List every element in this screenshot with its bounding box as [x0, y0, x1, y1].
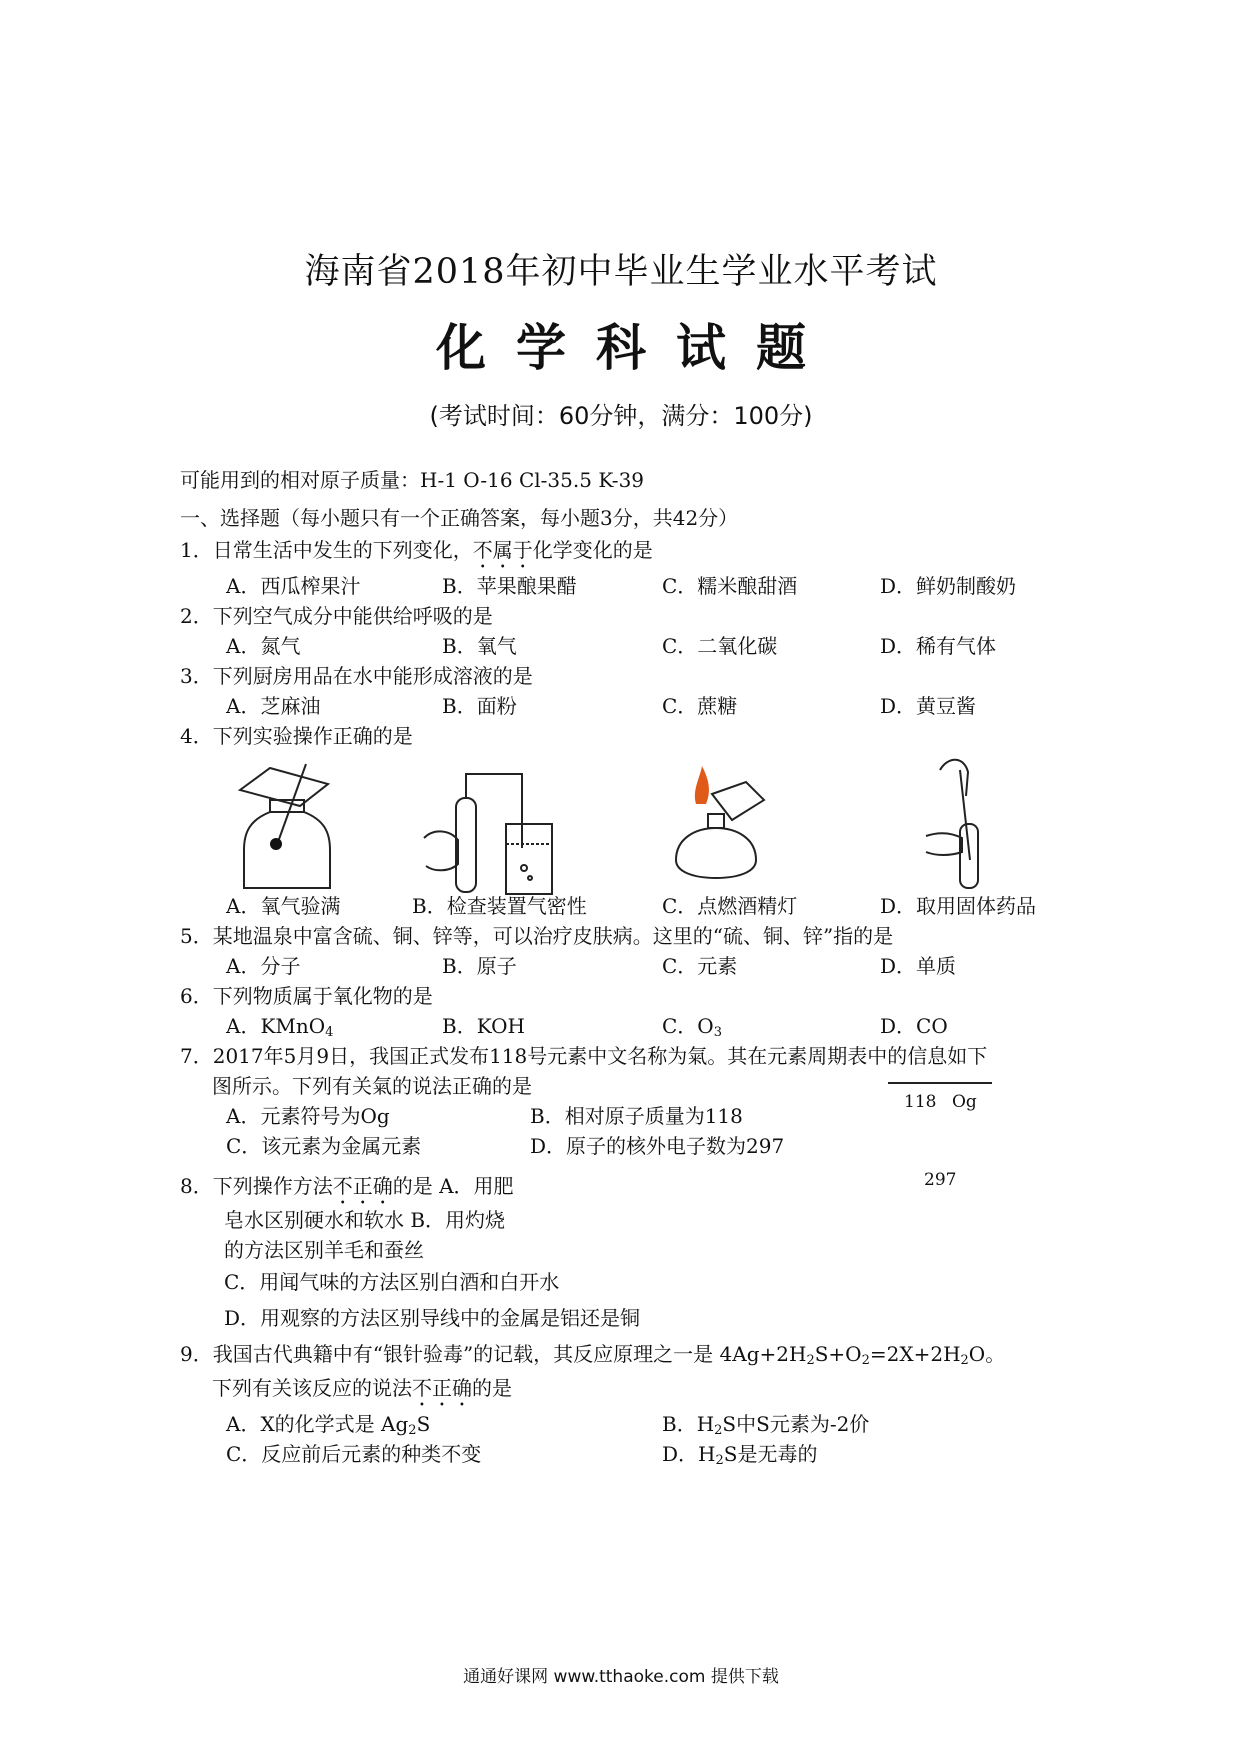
alcohol-lamp-illustration [656, 760, 776, 890]
exam-title: 海南省2018年初中毕业生学业水平考试 [304, 252, 938, 292]
question-8-line3: 的方法区别羊毛和蚕丝 [224, 1238, 424, 1262]
q9-option-d-sub: 2 [715, 1453, 724, 1468]
question-1 [180, 534, 653, 573]
q9-sub2: 2 [861, 1353, 870, 1368]
question-2: 2．下列空气成分中能供给呼吸的是 [180, 604, 493, 628]
q1-option-c: C．糯米酿甜酒 [662, 574, 798, 598]
q8-option-d: D．用观察的方法区别导线中的金属是铝还是铜 [224, 1306, 641, 1330]
q4-option-d: D．取用固体药品 [880, 894, 1037, 918]
q3-option-a: A．芝麻油 [226, 694, 321, 718]
q9-option-b-post: S中S元素为-2价 [722, 1412, 870, 1436]
q5-option-b: B．原子 [442, 954, 517, 978]
question-7-line1: 7．2017年5月9日，我国正式发布118号元素中文名称为氣。其在元素周期表中的信息如下 [180, 1044, 988, 1068]
q9-option-b-sub: 2 [714, 1423, 723, 1438]
q1-option-d: D．鲜奶制酸奶 [880, 574, 1017, 598]
q9-option-d-pre: D．H [662, 1442, 716, 1466]
question-4: 4．下列实验操作正确的是 [180, 724, 413, 748]
q9-option-b [662, 1408, 869, 1438]
element-symbol: Og [952, 1092, 977, 1112]
exam-info: (考试时间：60分钟，满分：100分) [429, 402, 813, 430]
q9-line1-end: O。 [968, 1342, 1006, 1366]
q9-option-a-pre: A．X的化学式是 Ag [226, 1412, 409, 1436]
q9-sub3: 2 [960, 1353, 969, 1368]
question-7-line2: 图所示。下列有关氣的说法正确的是 [212, 1074, 532, 1098]
solid-sampling-illustration [920, 752, 1020, 892]
q6-option-d: D．CO [880, 1014, 948, 1038]
q2-option-d: D．稀有气体 [880, 634, 997, 658]
q9-line1-mid: S+O [814, 1342, 862, 1366]
oxygen-test-illustration [230, 760, 340, 895]
q2-option-c: C．二氧化碳 [662, 634, 778, 658]
q6-option-a-text: A．KMnO [226, 1014, 326, 1038]
question-8-line2: 皂水区别硬水和软水 B．用灼烧 [224, 1208, 506, 1232]
question-3: 3．下列厨房用品在水中能形成溶液的是 [180, 664, 533, 688]
q9-line1-mid2: =2X+2H [869, 1342, 961, 1366]
q6-option-b: B．KOH [442, 1014, 525, 1038]
q5-option-d: D．单质 [880, 954, 957, 978]
q3-option-d: D．黄豆酱 [880, 694, 977, 718]
footer-download-note[interactable]: 通通好课网 www.tthaoke.com 提供下载 [463, 1667, 779, 1687]
q8-emphasis: 不正确 [332, 1174, 393, 1198]
q9-line1-pre: 9．我国古代典籍中有“银针验毒”的记载，其反应原理之一是 4Ag+2H [180, 1342, 807, 1366]
q6-option-a [226, 1010, 333, 1040]
q5-option-c: C．元素 [662, 954, 738, 978]
q9-option-a-post: S [416, 1412, 431, 1436]
q1-emphasis: 不属于 [472, 538, 533, 562]
q6-option-c-sub: 3 [713, 1025, 722, 1040]
q1-option-b: B．苹果酿果醋 [442, 574, 577, 598]
q9-line2-pre: 下列有关该反应的说法 [212, 1376, 412, 1400]
q9-option-a [226, 1408, 430, 1438]
q9-emphasis: 不正确 [412, 1376, 472, 1400]
q3-option-b: B．面粉 [442, 694, 517, 718]
q9-option-d [662, 1438, 817, 1468]
subject-title: 化学科试题 [436, 318, 836, 377]
q2-option-a: A．氮气 [226, 634, 301, 658]
q6-option-a-sub: 4 [325, 1025, 334, 1040]
q9-option-b-pre: B．H [662, 1412, 715, 1436]
atomic-masses: 可能用到的相对原子质量：H-1 O-16 Cl-35.5 K-39 [180, 468, 645, 492]
q4-option-c: C．点燃酒精灯 [662, 894, 798, 918]
q3-option-c: C．蔗糖 [662, 694, 738, 718]
q6-option-c-text: C．O [662, 1014, 714, 1038]
q1-stem-post: 化学变化的是 [532, 538, 653, 562]
element-box-top-border [888, 1082, 992, 1084]
question-9-line2 [212, 1372, 512, 1411]
question-6: 6．下列物质属于氧化物的是 [180, 984, 433, 1008]
section-heading: 一、选择题（每小题只有一个正确答案，每小题3分，共42分） [180, 506, 739, 530]
q8-option-c: C．用闻气味的方法区别白酒和白开水 [224, 1270, 560, 1294]
q8-stem-post: 的是 A．用肥 [392, 1174, 514, 1198]
q2-option-b: B．氧气 [442, 634, 517, 658]
q7-option-d: D．原子的核外电子数为297 [530, 1134, 785, 1158]
q7-option-c: C．该元素为金属元素 [226, 1134, 422, 1158]
q9-option-c: C．反应前后元素的种类不变 [226, 1442, 482, 1466]
q7-option-a: A．元素符号为Og [226, 1104, 390, 1128]
q9-line2-post: 的是 [472, 1376, 512, 1400]
q9-option-d-post: S是无毒的 [723, 1442, 818, 1466]
q4-option-b: B．检查装置气密性 [412, 894, 587, 918]
q7-option-b: B．相对原子质量为118 [530, 1104, 743, 1128]
question-5: 5．某地温泉中富含硫、铜、锌等，可以治疗皮肤病。这里的“硫、铜、锌”指的是 [180, 924, 894, 948]
airtightness-check-illustration [420, 768, 560, 898]
q4-option-a: A．氧气验满 [226, 894, 341, 918]
q6-option-c [662, 1010, 722, 1040]
question-9-line1 [180, 1338, 1005, 1368]
element-mass: 297 [924, 1170, 957, 1190]
q1-stem-pre: 1．日常生活中发生的下列变化， [180, 538, 473, 562]
q1-option-a: A．西瓜榨果汁 [226, 574, 361, 598]
element-number: 118 [904, 1092, 937, 1112]
q5-option-a: A．分子 [226, 954, 301, 978]
q8-stem-pre: 8．下列操作方法 [180, 1174, 333, 1198]
q9-sub1: 2 [806, 1353, 815, 1368]
q9-option-a-sub: 2 [408, 1423, 417, 1438]
